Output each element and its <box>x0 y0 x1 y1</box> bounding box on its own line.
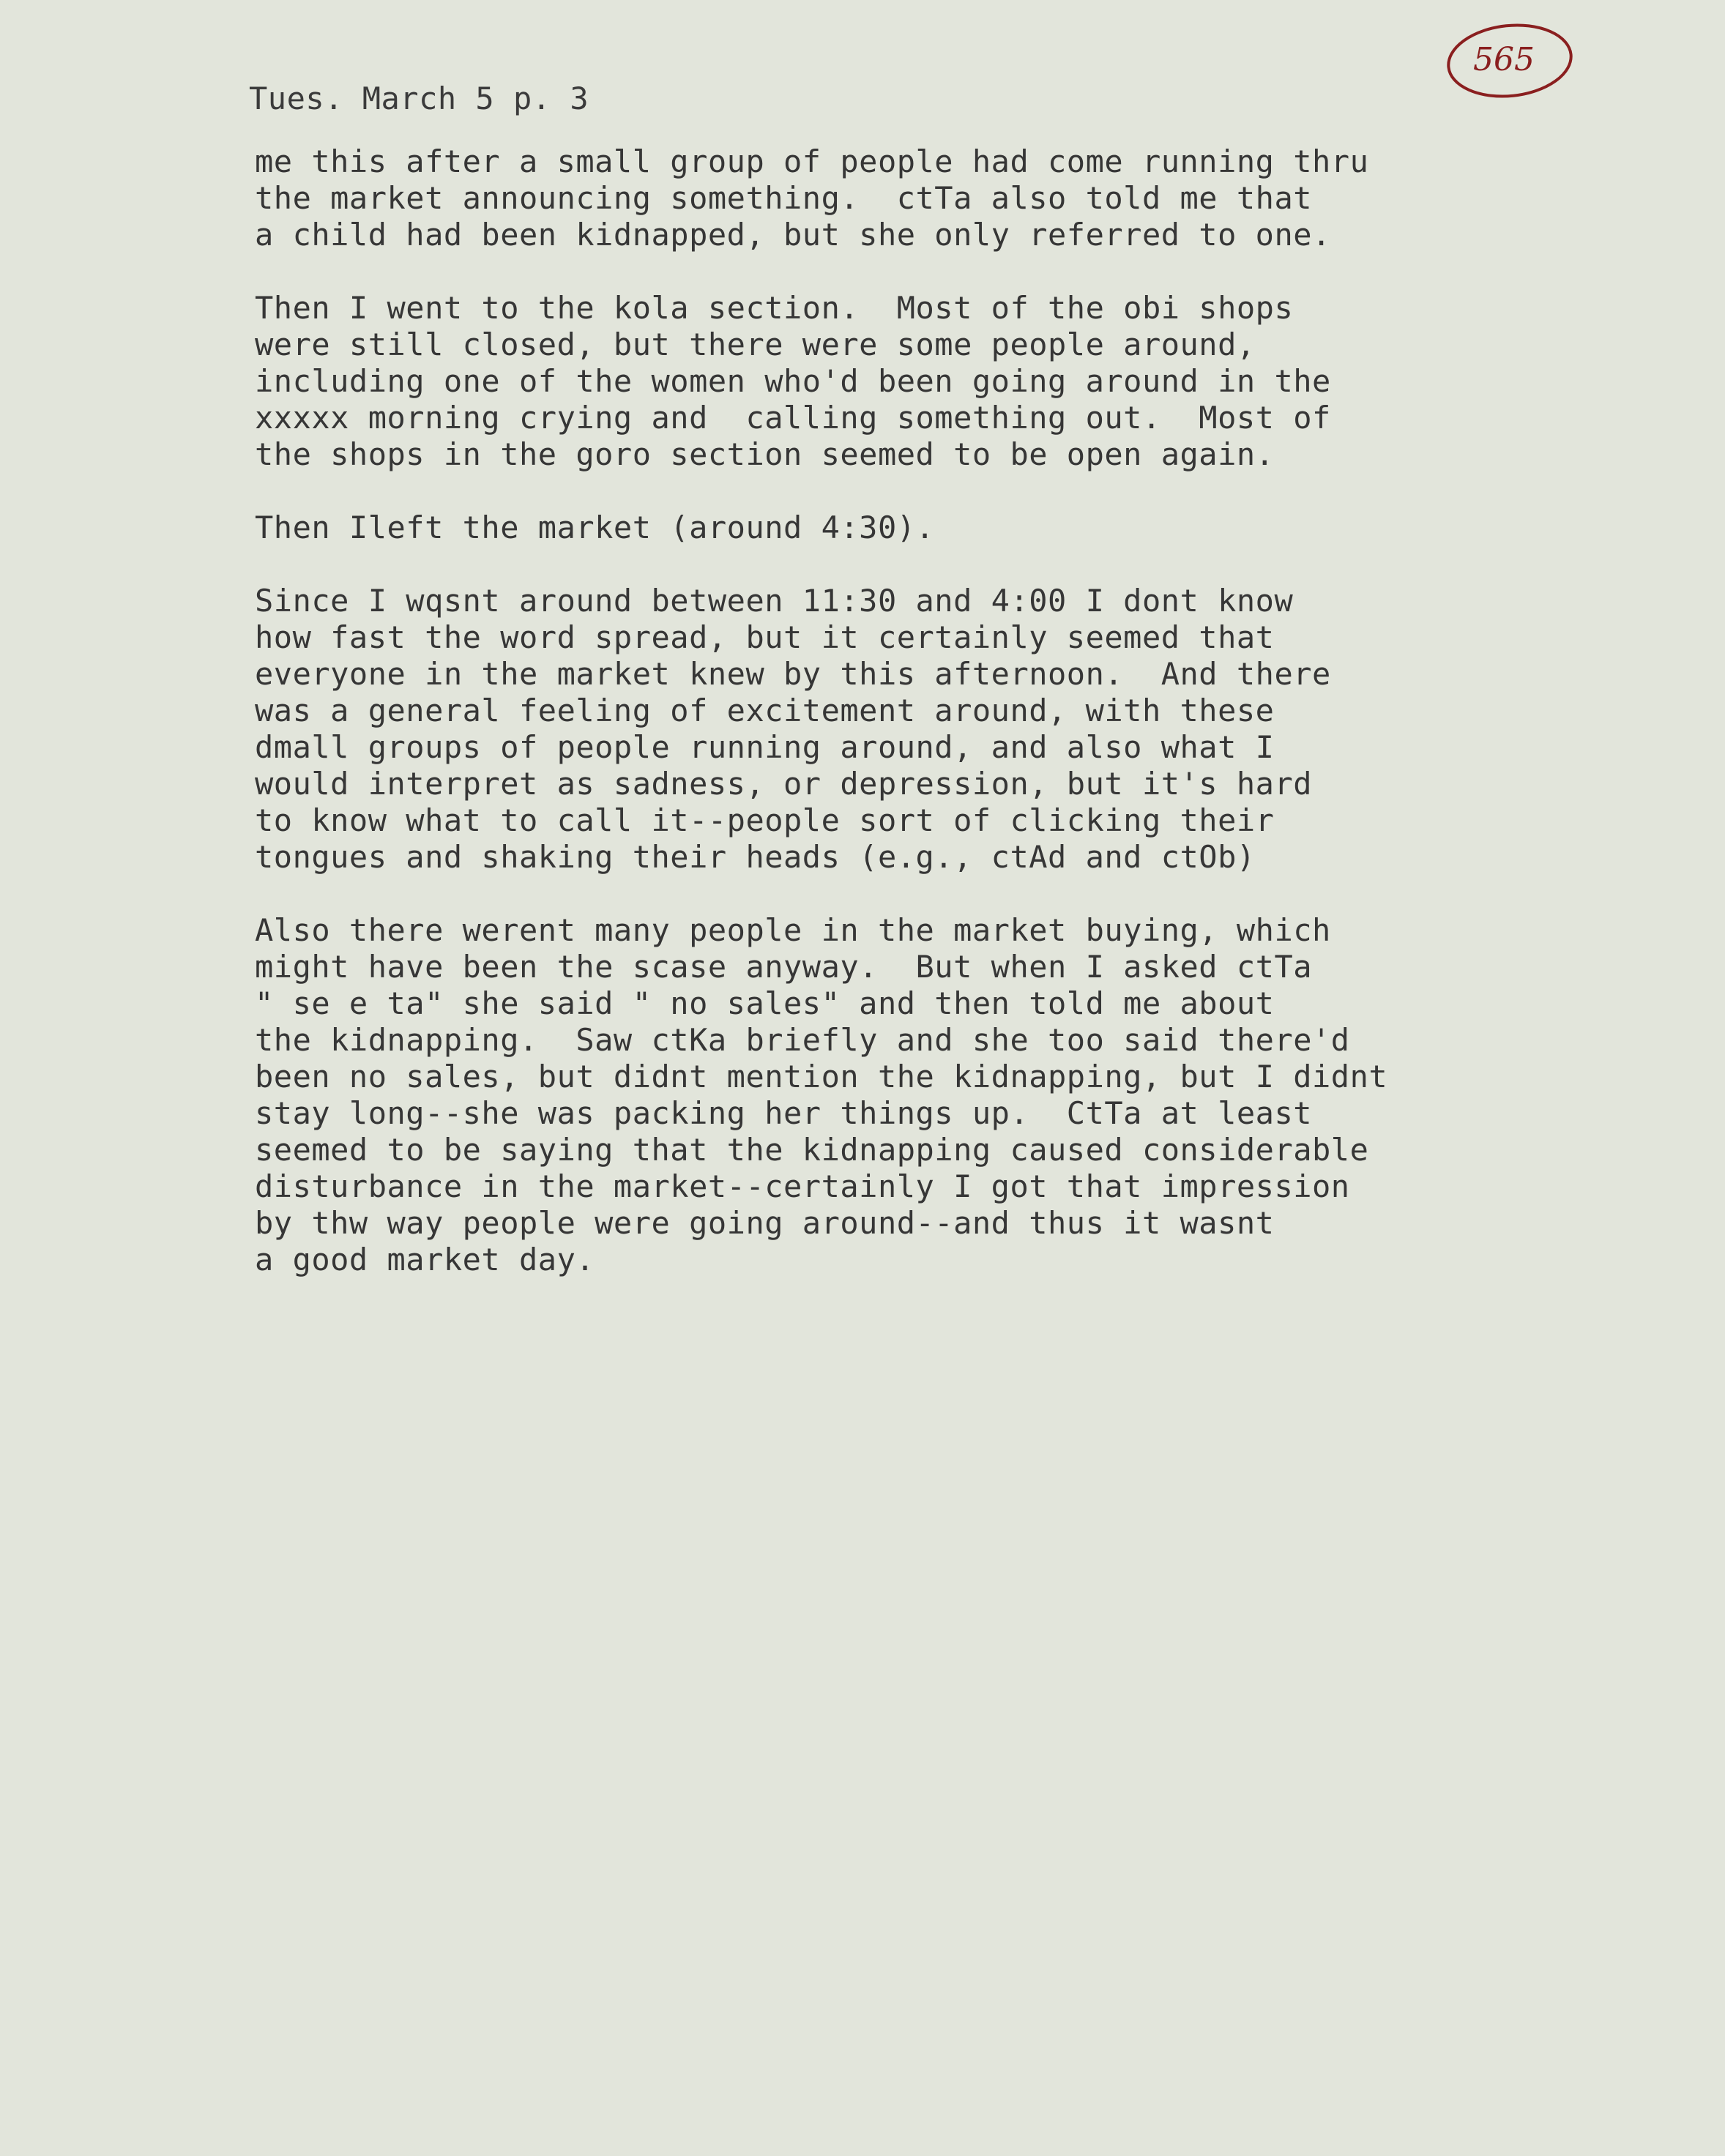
page-header: Tues. March 5 p. 3 <box>249 81 589 116</box>
text-line: to know what to call it--people sort of clicking their <box>255 802 1275 838</box>
paragraph-2 <box>255 290 1646 473</box>
text-line: the shops in the goro section seemed to be open again. <box>255 436 1275 472</box>
paragraph-1 <box>255 143 1646 253</box>
text-line: Then Ileft the market (around 4:30). <box>255 510 935 545</box>
circled-number-annotation <box>1444 20 1576 101</box>
text-line: by thw way people were going around--and thus it wasnt <box>255 1205 1275 1241</box>
text-line: were still closed, but there were some people around, <box>255 327 1256 362</box>
text-line: been no sales, but didnt mention the kidnapping, but I didnt <box>255 1059 1388 1094</box>
text-line: Also there werent many people in the market buying, which <box>255 912 1331 948</box>
text-line: xxxxx morning crying and calling something out. Most of <box>255 400 1331 436</box>
text-line: me this after a small group of people had come running thru <box>255 143 1369 179</box>
text-line: might have been the scase anyway. But when I asked ctTa <box>255 949 1313 985</box>
text-line: dmall groups of people running around, and also what I <box>255 729 1275 765</box>
paragraph-3 <box>255 510 1646 546</box>
text-line: Since I wqsnt around between 11:30 and 4:00 I dont know <box>255 583 1294 619</box>
typed-body <box>255 143 1646 1315</box>
text-line: everyone in the market knew by this afternoon. And there <box>255 656 1331 692</box>
paragraph-5 <box>255 912 1646 1278</box>
text-line: Then I went to the kola section. Most of the obi shops <box>255 290 1294 326</box>
text-line: a good market day. <box>255 1242 595 1277</box>
text-line: would interpret as sadness, or depression, but it's hard <box>255 766 1313 802</box>
text-line: " se e ta" she said " no sales" and then told me about <box>255 985 1275 1021</box>
text-line: including one of the women who'd been going around in the <box>255 363 1331 399</box>
paragraph-4 <box>255 583 1646 876</box>
text-line: the kidnapping. Saw ctKa briefly and she too said there'd <box>255 1022 1350 1058</box>
handwritten-page-number <box>1444 20 1576 101</box>
text-line: seemed to be saying that the kidnapping caused considerable <box>255 1132 1369 1168</box>
text-line: a child had been kidnapped, but she only referred to one. <box>255 217 1331 253</box>
text-line: the market announcing something. ctTa also told me that <box>255 180 1313 216</box>
text-line: how fast the word spread, but it certainly seemed that <box>255 619 1275 655</box>
text-line: disturbance in the market--certainly I got that impression <box>255 1168 1350 1204</box>
page-number-text: 565 <box>1473 41 1535 78</box>
text-line: was a general feeling of excitement around, with these <box>255 693 1275 728</box>
text-line: tongues and shaking their heads (e.g., ctAd and ctOb) <box>255 839 1256 875</box>
text-line: stay long--she was packing her things up. CtTa at least <box>255 1095 1313 1131</box>
